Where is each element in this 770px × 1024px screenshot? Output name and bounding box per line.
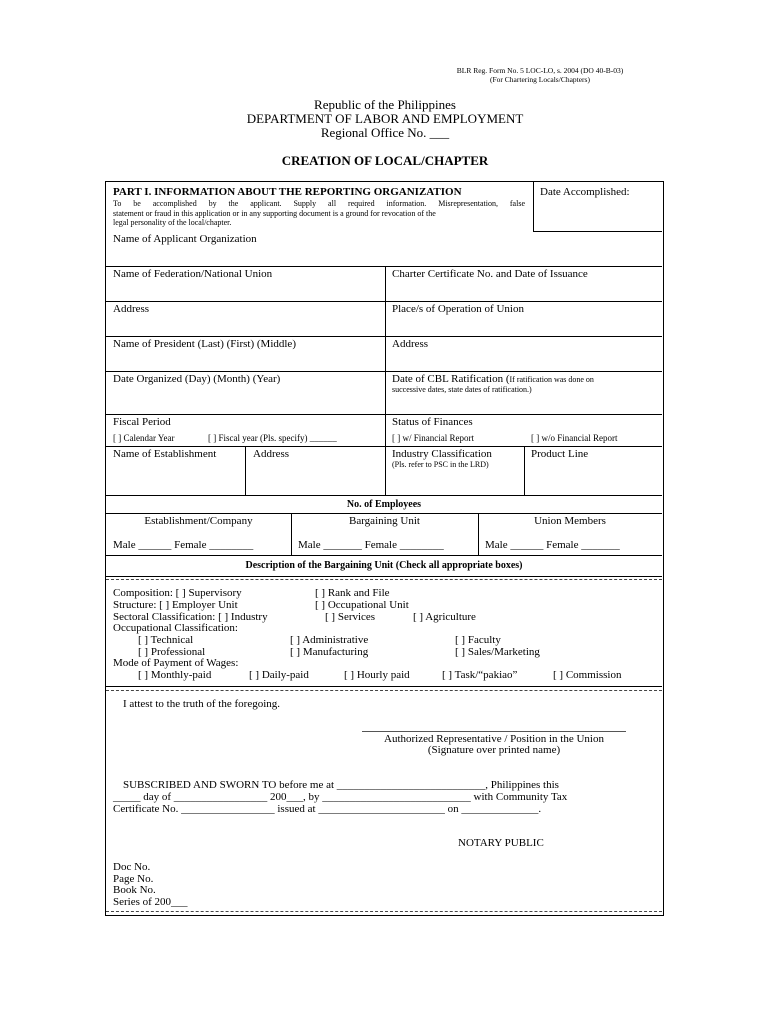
industry-classification-note: (Pls. refer to PSC in the LRD): [392, 460, 489, 469]
sworn-text: on: [447, 803, 459, 815]
union-members-header: Union Members: [534, 515, 606, 527]
department-heading: DEPARTMENT OF LABOR AND EMPLOYMENT: [246, 111, 524, 126]
bargaining-male-female[interactable]: Male _______ Female ________: [298, 539, 444, 551]
charter-certificate-label: Charter Certificate No. and Date of Issuance: [392, 268, 588, 280]
sworn-text: Certificate No.: [113, 803, 179, 815]
product-line-label: Product Line: [531, 448, 589, 460]
rank-and-file-checkbox[interactable]: [ ] Rank and File: [315, 587, 390, 599]
establishment-address-label: Address: [253, 448, 290, 460]
cbl-ratification-label: [392, 373, 594, 385]
divider: [106, 495, 662, 496]
authorized-representative-label: Authorized Representative / Position in the Union: [384, 733, 604, 745]
divider: [106, 336, 662, 337]
part1-heading: PART I. INFORMATION ABOUT THE REPORTING ORGANIZATION: [113, 186, 462, 198]
with-financial-report-checkbox[interactable]: [ ] w/ Financial Report: [392, 433, 474, 443]
sworn-line-2: _____ day of _________________ 200___, by ___________________________ with Community Tax: [113, 791, 568, 803]
employees-heading: No. of Employees: [346, 499, 422, 510]
sworn-line-3: Certificate No. _________________ issued at _______________________ on ______________.: [113, 803, 542, 815]
regional-office: Regional Office No. ___: [320, 125, 450, 140]
task-pakiao-checkbox[interactable]: [ ] Task/“pakiao”: [442, 669, 518, 681]
divider-dashed: [106, 911, 662, 912]
sworn-text: day of: [143, 791, 172, 803]
occupational-classification-label: Occupational Classification:: [113, 622, 238, 634]
divider: [106, 414, 662, 415]
sectoral-industry-checkbox[interactable]: Sectoral Classification: [ ] Industry: [113, 611, 268, 623]
applicant-org-label: Name of Applicant Organization: [113, 233, 257, 245]
manufacturing-checkbox[interactable]: [ ] Manufacturing: [290, 646, 369, 658]
president-name-label: Name of President (Last) (First) (Middle): [113, 338, 296, 350]
monthly-paid-checkbox[interactable]: [ ] Monthly-paid: [138, 669, 212, 681]
divider-vertical: [524, 446, 525, 495]
divider: [106, 266, 662, 267]
divider-dashed: [106, 579, 662, 580]
notary-public-label: NOTARY PUBLIC: [458, 837, 544, 849]
divider: [106, 686, 662, 687]
signature-line[interactable]: [362, 731, 626, 732]
divider-vertical: [385, 266, 386, 495]
sworn-text: issued at: [277, 803, 316, 815]
hourly-paid-checkbox[interactable]: [ ] Hourly paid: [344, 669, 410, 681]
sales-marketing-checkbox[interactable]: [ ] Sales/Marketing: [455, 646, 540, 658]
administrative-checkbox[interactable]: [ ] Administrative: [290, 634, 369, 646]
republic-heading: Republic of the Philippines: [314, 97, 456, 112]
divider: [106, 513, 662, 514]
establishment-name-label: Name of Establishment: [113, 448, 217, 460]
divider-dashed: [106, 690, 662, 691]
union-male-female[interactable]: Male ______ Female _______: [485, 539, 620, 551]
composition-supervisory-checkbox[interactable]: Composition: [ ] Supervisory: [113, 587, 242, 599]
date-accomplished-label: Date Accomplished:: [540, 186, 630, 198]
without-financial-report-checkbox[interactable]: [ ] w/o Financial Report: [531, 433, 618, 443]
part1-instructions: legal personality of the local/chapter.: [113, 218, 232, 227]
divider: [106, 576, 662, 577]
divider: [106, 555, 662, 556]
professional-checkbox[interactable]: [ ] Professional: [138, 646, 206, 658]
part1-instructions: To be accomplished by the applicant. Supply all required information. Misrepresentation, false: [113, 199, 525, 208]
divider-vertical: [245, 446, 246, 495]
establishment-company-header: Establishment/Company: [144, 515, 253, 527]
doc-no-label: Doc No.: [113, 861, 151, 873]
form-number: BLR Reg. Form No. 5 LOC-LO, s. 2004 (DO 40-B-03): [456, 66, 624, 75]
sworn-text: SUBSCRIBED AND SWORN TO before me at: [123, 779, 335, 791]
part1-instructions: statement or fraud in this application or in any supporting document is a ground for revocation of the: [113, 209, 436, 218]
divider: [533, 231, 662, 232]
sworn-text: , Philippines this: [485, 779, 559, 791]
occupational-unit-checkbox[interactable]: [ ] Occupational Unit: [315, 599, 409, 611]
services-checkbox[interactable]: [ ] Services: [325, 611, 376, 623]
divider-vertical: [533, 182, 534, 231]
attest-statement: I attest to the truth of the foregoing.: [123, 698, 281, 710]
address-label: Address: [113, 303, 150, 315]
cbl-ratification-note: If ratification was done on: [509, 375, 594, 384]
sworn-text: 200___, by: [270, 791, 320, 803]
divider: [106, 371, 662, 372]
fiscal-year-checkbox[interactable]: [ ] Fiscal year (Pls. specify) ______: [208, 433, 337, 443]
president-address-label: Address: [392, 338, 429, 350]
form-subtitle: (For Chartering Locals/Chapters): [490, 75, 590, 84]
calendar-year-checkbox[interactable]: [ ] Calendar Year: [113, 433, 175, 443]
signature-caption: (Signature over printed name): [427, 744, 561, 756]
industry-classification-label: Industry Classification: [392, 448, 492, 460]
bargaining-unit-header: Bargaining Unit: [349, 515, 420, 527]
series-label: Series of 200___: [113, 896, 188, 908]
bargaining-description-heading: Description of the Bargaining Unit (Check all appropriate boxes): [245, 560, 523, 571]
page-title: CREATION OF LOCAL/CHAPTER: [281, 153, 489, 168]
sworn-text: with Community Tax: [473, 791, 568, 803]
divider: [106, 301, 662, 302]
fiscal-period-label: Fiscal Period: [113, 416, 171, 428]
book-no-label: Book No.: [113, 884, 156, 896]
agriculture-checkbox[interactable]: [ ] Agriculture: [413, 611, 476, 623]
commission-checkbox[interactable]: [ ] Commission: [553, 669, 622, 681]
mode-of-payment-label: Mode of Payment of Wages:: [113, 657, 239, 669]
establishment-male-female[interactable]: Male ______ Female ________: [113, 539, 254, 551]
status-of-finances-label: Status of Finances: [392, 416, 473, 428]
faculty-checkbox[interactable]: [ ] Faculty: [455, 634, 501, 646]
page-no-label: Page No.: [113, 873, 154, 885]
federation-label: Name of Federation/National Union: [113, 268, 273, 280]
structure-employer-unit-checkbox[interactable]: Structure: [ ] Employer Unit: [113, 599, 238, 611]
date-organized-label: Date Organized (Day) (Month) (Year): [113, 373, 281, 385]
cbl-ratification-title: Date of CBL Ratification (: [392, 373, 510, 385]
divider: [106, 446, 662, 447]
sworn-line-1: SUBSCRIBED AND SWORN TO before me at ___________________________, Philippines this: [123, 779, 559, 791]
daily-paid-checkbox[interactable]: [ ] Daily-paid: [249, 669, 309, 681]
technical-checkbox[interactable]: [ ] Technical: [138, 634, 194, 646]
place-of-operation-label: Place/s of Operation of Union: [392, 303, 524, 315]
cbl-ratification-note: successive dates, state dates of ratification.): [392, 385, 532, 394]
